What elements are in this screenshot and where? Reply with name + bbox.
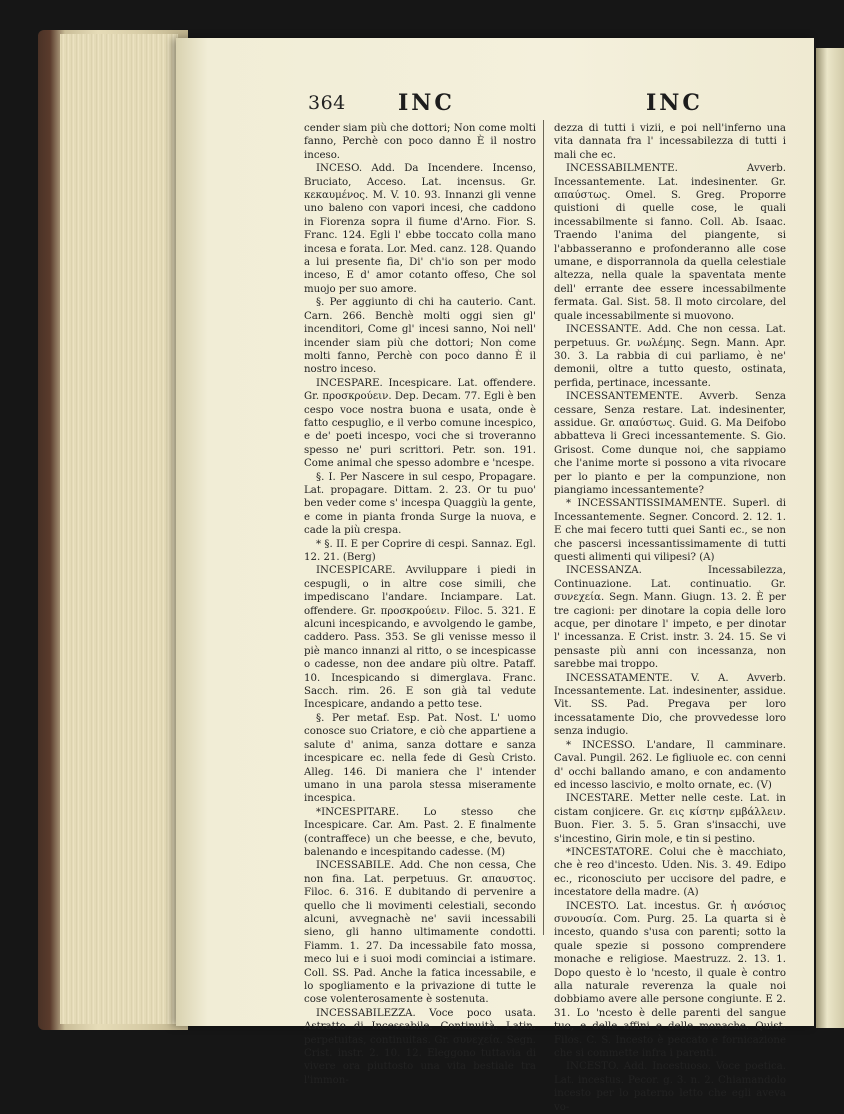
entry-incessante: INCESSANTE. Add. Che non cessa. Lat. perpetuus. Gr. νωλέμης. Segn. Mann. Apr. 30. 3. La rabbia di cui parliamo, è ne' demonii, oltre a tutto questo, ostinata, perfida, pertinace, incessante. bbox=[554, 324, 786, 389]
entry-incessabilezza: INCESSABILEZZA. Voce poco usata. Astratto di Incessabile. Continuità. Latin. perpetuitas, continuitas. Gr. συνεχεία. Segn. Crist. instr. 2. 10. 12. Eleggono tuttavia di vivere ora piuttosto una vita bestiale tra l'immon- bbox=[304, 1007, 536, 1086]
page-stack bbox=[60, 34, 178, 1024]
entry-incestare: INCESTARE. Metter nelle ceste. Lat. in cistam conjicere. Gr. εις κίστην εμβάλλειν. Buon. Fier. 3. 5. 5. Gran s'insacchi, uve s'incestino, Girin mole, e tin si pestino. bbox=[554, 793, 786, 845]
entry-inceso-sub: §. Per aggiunto di chi ha cauterio. Cant. Carn. 266. Benchè molti oggi sien gl' incenditori, Come gl' incesi sanno, Noi nell' incender siam più che dottori; Non come molti fanno, Perchè con poco danno È il nostro inceso. bbox=[304, 297, 536, 376]
entry-incespitare: *INCESPITARE. Lo stesso che Incespicare. Car. Am. Past. 2. E finalmente (contraffece) un che beesse, e che, bevuto, balenando e incespitando cadesse. (M) bbox=[304, 806, 536, 858]
entry-incesso: * INCESSO. L'andare, Il camminare. Caval. Pungil. 262. Le figliuole ec. con cenni d' occhi ballando amano, e con andamento ed incesso lascivio, e molto ornate, ec. (V) bbox=[554, 739, 786, 791]
running-header-right: INC bbox=[646, 90, 703, 116]
entry-inceso: INCESO. Add. Da Incendere. Incenso, Bruciato, Acceso. Lat. incensus. Gr. κεκαυμένος. M. V. 10. 93. Innanzi gli venne uno baleno con vapori incesi, che caddono in Fiorenza sopra il fiume d'Arno. Fior. S. Franc. 124. Egli l' ebbe toccato colla mano incesa e forata. Lor. Med. canz. 128. Quando a lui presente fia, Di' ch'io son per modo inceso, E d' amor cotanto offeso, Che sol muojo per suo amore. bbox=[304, 163, 536, 295]
next-page-edge bbox=[816, 48, 844, 1028]
column-divider bbox=[543, 120, 544, 935]
entry-incespare-sub1: §. I. Per Nascere in sul cespo, Propagare. Lat. propagare. Dittam. 2. 23. Or tu puo' ben veder come s' incespa Quaggiù la gente, e come in pianta fronda Surge la nuova, e cade la più crespa. bbox=[304, 471, 536, 537]
entry-incessatamente: INCESSATAMENTE. V. A. Avverb. Incessantemente. Lat. indesinenter, assidue. Vit. SS. Pad. Pregava per loro incessatamente Dio, che provvedesse loro senza indugio. bbox=[554, 672, 786, 738]
entry-incespicare: INCESPICARE. Avvilupparе i piedi in cespugli, o in altre cose simili, che impediscano l'andare. Inciampare. Lat. offendere. Gr. προσκρούειν. Filoc. 5. 321. E alcuni incespicando, e avvolgendo le gambe, caddero. Pass. 353. Se gli venisse messo il piè manco innanzi al ritto, o se incespicasse o cadesse, non dee andare più oltre. Pataff. 10. Incespicando si dimerglava. Franc. Sacch. rim. 26. E son già tal vedute Incespicare, andando a petto tese. bbox=[304, 565, 536, 711]
entry-continuation: cender siam più che dottori; Non come molti fanno, Perchè con poco danno È il nostro inceso. bbox=[304, 123, 536, 161]
entry-incespare: INCESPARE. Incespicare. Lat. offendere. Gr. προσκρούειν. Dep. Decam. 77. Egli è ben cespo voce nostra buona e usata, onde è fatto cespuglio, e il verbo comune incespico, e de' poeti incespo, voci che si troveranno spesso ne' puri scrittori. Petr. son. 191. Come animal che spesso adombre e 'ncespe. bbox=[304, 377, 536, 470]
running-header-left: INC bbox=[398, 90, 455, 116]
entry-incessantissimamente: * INCESSANTISSIMAMENTE. Superl. di Incessantemente. Segner. Concord. 2. 12. 1. E che mai fecero tutti quei Santi ec., se non che pascersi incessantissimamente di tutti questi alimenti qui vilipesi? (A) bbox=[554, 498, 786, 563]
entry-continuation-right: dezza di tutti i vizii, e poi nell'inferno una vita dannata fra l' incessabilezza di tutti i mali che ec. bbox=[554, 123, 786, 161]
left-column bbox=[304, 122, 536, 1087]
entry-incessanza: INCESSANZA. Incessabilezza, Continuazione. Lat. continuatio. Gr. συνεχεία. Segn. Mann. Giugn. 13. 2. È per tre cagioni: per dinotare la copia delle loro acque, per dinotare l' impeto, e per dinotar l' incessanza. E Crist. instr. 3. 24. 15. Se vi pensaste più anni con incessanza, non sarebbe mai troppo. bbox=[554, 565, 786, 671]
right-column bbox=[554, 122, 786, 1114]
entry-incestatore: *INCESTATORE. Colui che è macchiato, che è reo d'incesto. Uden. Nis. 3. 49. Edipo ec., riconosciuto per uccisore del padre, e incestatore della madre. (A) bbox=[554, 846, 786, 899]
entry-incesto: INCESTO. Lat. incestus. Gr. ἡ ανόσιος συνουσία. Com. Purg. 25. La quarta si è incesto, quando s'usa con parenti; sotto la quale spezie si possono comprendere monache e religiose. Maestruzz. 2. 13. 1. Dopo questo è lo 'ncesto, il quale è contro alla naturale reverenza la quale noi dobbiamo avere alle persone congiunte. E 2. 31. Lo 'ncesto è delle parenti del sangue tuo, e delle affini e delle monache. Quist. Filos. C. S. Incesto è peccato e fornicazione che si commette infra i parenti. bbox=[554, 900, 786, 1060]
entry-incessabile: INCESSABILE. Add. Che non cessa, Che non fina. Lat. perpetuus. Gr. απαυστος. Filoc. 6. 316. E dubitando di pervenire a quello che li movimenti celestiali, secondo alcuni, avvegnachè ne' savii incessabili sieno, gli hanno ultimamente condotti. Fiamm. 1. 27. Da incessabile fato mossa, meco lui e i suoi modi cominciai a istimare. Coll. SS. Pad. Anche la fatica incessabile, e lo spogliamento e la privazione di tutte le cose volenterosamente è sostenuta. bbox=[304, 860, 536, 1006]
page-number: 364 bbox=[308, 92, 346, 114]
entry-incessantemente: INCESSANTEMENTE. Avverb. Senza cessare, Senza restare. Lat. indesinenter, assidue. Gr. απαύστως. Guid. G. Ma Deifobo abbatteva li Greci incessantemente. S. Gio. Grisost. Come dunque noi, che sappiamo che l'anime morte si possono a vita rivocare per lo pianto e per la compunzione, non piangiamo incessantemente? bbox=[554, 391, 786, 496]
entry-incespicare-sub: §. Per metaf. Esp. Pat. Nost. L' uomo conosce suo Criatore, e ciò che appartiene a salute d' anima, sanza dottare e sanza incespicare ec. nella fede di Gesù Cristo. Alleg. 146. Di maniera che l' intender umano in una parola stessa miseramente incespica. bbox=[304, 712, 536, 805]
entry-incesto-add: INCESTO. Add. Incestuoso. Voce poetica. Lat. incestus. Pecor. g. 3. n. 2. Chiamandolo incesto per lo paterno letto che egli aveva vo- bbox=[554, 1061, 786, 1113]
entry-incespare-sub2: * §. II. E per Coprire di cespi. Sannaz. Egl. 12. 21. (Berg) bbox=[304, 538, 536, 563]
entry-incessabilmente: INCESSABILMENTE. Avverb. Incessantemente. Lat. indesinenter. Gr. απαύστως. Omel. S. Greg. Proporre quistioni di quelle cose, le quali incessabilmente si fanno. Coll. Ab. Isaac. Traendo l'anima del piangente, si l'abbasseranno e profonderanno alle cose umane, e disporrannola da quella celestiale altezza, nella quale la spaventata mente dell' errante dee essere incessabilmente fermata. Gal. Sist. 58. Il moto circolare, del quale incessabilmente si muovono. bbox=[554, 163, 786, 322]
